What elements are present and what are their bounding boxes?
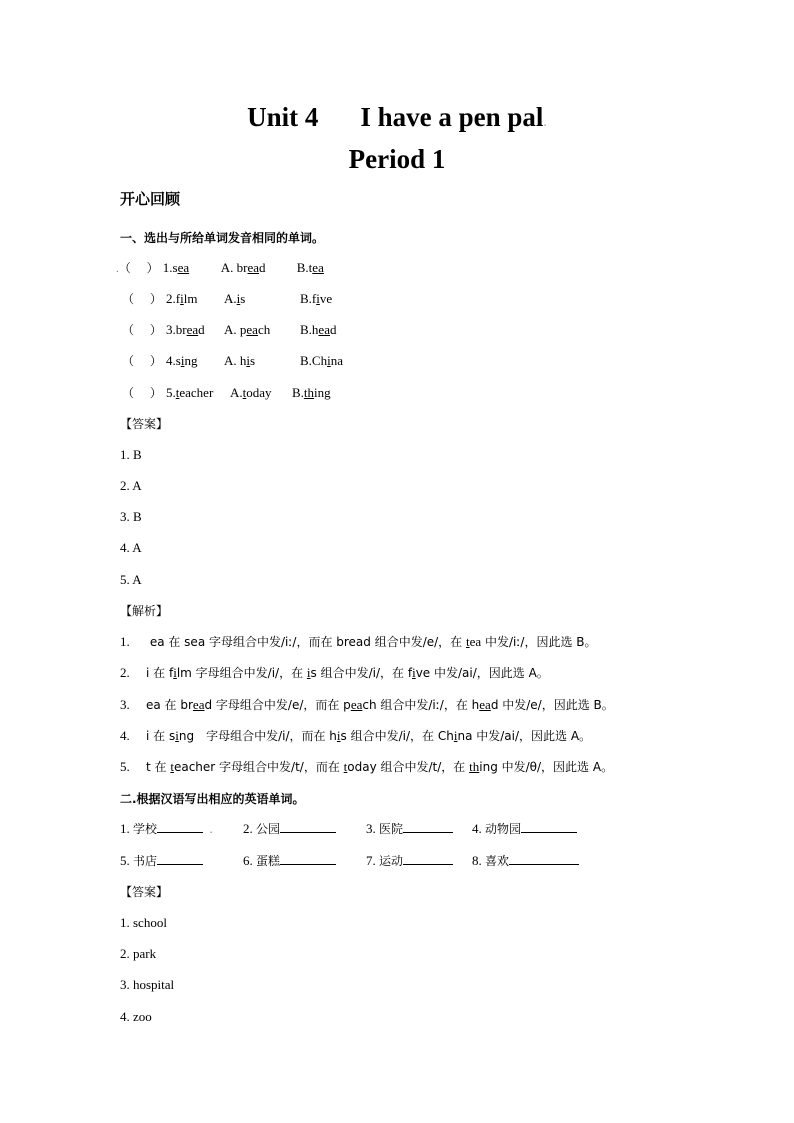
vocab-item: 7. 运动	[366, 852, 472, 870]
answer-label: 【答案】	[120, 885, 169, 899]
option-a: A. peach	[224, 322, 271, 337]
review-heading: 开心回顾	[120, 190, 181, 208]
question-row	[116, 259, 324, 278]
vocab-item: 3. 医院	[366, 820, 472, 838]
question-word: 5.teacher	[166, 385, 214, 400]
section2-title: 二.根据汉语写出相应的英语单词。	[120, 792, 305, 806]
option-b: B.China	[300, 353, 343, 368]
answer-paren: （ ）	[122, 386, 162, 400]
vocab-item: 6. 蛋糕	[243, 852, 366, 870]
answer-item: 3. B	[120, 509, 142, 524]
question-word: 4.sing	[166, 353, 198, 368]
title-dot: .	[543, 115, 547, 130]
answer-paren: （ ）	[118, 261, 159, 275]
unit-title	[0, 101, 794, 139]
option-a: A.is	[224, 291, 246, 306]
answer-paren: （ ）	[122, 354, 162, 368]
period-title: Period 1	[348, 144, 446, 174]
option-a: A. his	[224, 353, 256, 368]
question-word: 1.sea	[162, 260, 190, 275]
vocab-item: 2. 公园	[243, 820, 366, 838]
option-b: B.head	[300, 322, 337, 337]
section1-title: 一、选出与所给单词发音相同的单词。	[120, 231, 325, 245]
answer-item: 3. hospital	[120, 977, 175, 992]
question-row	[122, 290, 332, 308]
option-b: B.five	[300, 291, 333, 306]
question-row	[122, 384, 331, 402]
vocab-item: 1. 学校 .	[120, 821, 213, 836]
vocab-row	[120, 852, 579, 870]
explanation-row: 1. ea 在 sea 字母组合中发/iː/，而在 bread 组合中发/e/，在 tea 中发/iː/，因此选 B。	[120, 634, 597, 649]
vocab-item: 4. 动物园	[472, 821, 577, 836]
vocab-row	[120, 820, 577, 838]
answer-item: 4. A	[120, 540, 142, 555]
question-row	[122, 321, 336, 339]
answer-label: 【答案】	[120, 417, 169, 431]
stray-mark: .	[116, 263, 119, 275]
option-b: B.tea	[296, 260, 324, 275]
question-row	[122, 352, 343, 370]
unit-number: Unit 4	[247, 102, 319, 132]
option-a: A. bread	[220, 260, 266, 275]
answer-item: 2. park	[120, 946, 157, 961]
answer-item: 1. school	[120, 915, 167, 930]
explanation-row: 5. t 在 teacher 字母组合中发/t/，而在 today 组合中发/t/，在 thing 中发/θ/，因此选 A。	[120, 759, 614, 774]
option-b: B.thing	[292, 385, 331, 400]
explanation-row: 4. i 在 sing 字母组合中发/i/，而在 his 组合中发/i/，在 China 中发/ai/，因此选 A。	[120, 728, 592, 743]
vocab-item: 5. 书店	[120, 852, 243, 870]
answer-item: 5. A	[120, 572, 142, 587]
vocab-item: 8. 喜欢	[472, 853, 579, 868]
answer-paren: （ ）	[122, 292, 162, 306]
question-word: 2.film	[166, 291, 198, 306]
analysis-label: 【解析】	[120, 604, 169, 618]
answer-item: 2. A	[120, 478, 142, 493]
explanation-row: 2. i 在 film 字母组合中发/i/，在 is 组合中发/i/，在 five 中发/ai/，因此选 A。	[120, 665, 549, 680]
answer-item: 4. zoo	[120, 1009, 152, 1024]
answer-item: 1. B	[120, 447, 142, 462]
question-word: 3.bread	[166, 322, 205, 337]
explanation-row: 3. ea 在 bread 字母组合中发/e/，而在 peach 组合中发/iː/，在 head 中发/e/，因此选 B。	[120, 697, 614, 712]
unit-name: I have a pen pal	[360, 102, 544, 132]
answer-paren: （ ）	[122, 323, 162, 337]
option-a: A.today	[230, 385, 272, 400]
